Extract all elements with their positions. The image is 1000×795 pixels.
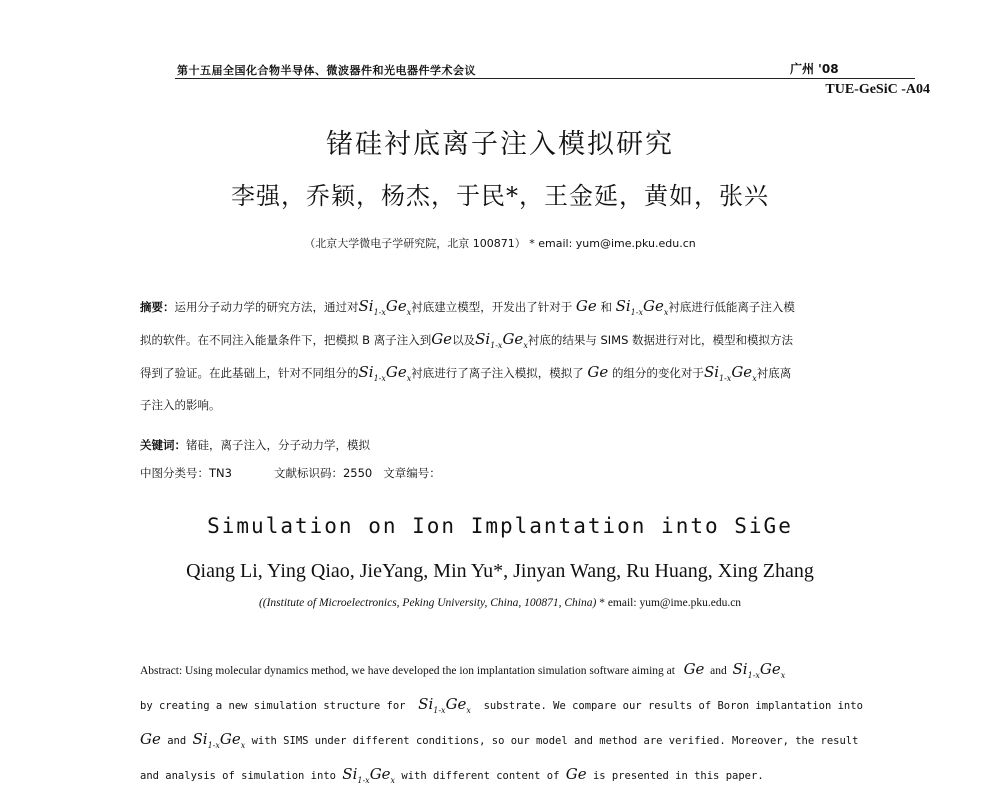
article-number: 文章编号： [383, 466, 441, 480]
formula-ge: Ge [431, 330, 453, 348]
document-code: 文献标识码：2550 [273, 466, 373, 480]
clc-number: 中图分类号：TN3 [140, 466, 232, 480]
formula-sige: $Si_{1-x}Ge_x$ [418, 695, 471, 715]
authors-english: Qiang Li, Ying Qiao, JieYang, Min Yu*, Jinyan Wang, Ru Huang, Xing Zhang [186, 560, 814, 582]
affiliation-chinese: （北京大学微电子学研究院，北京 100871） * email: yum@ime.pku.edu.cn [304, 237, 696, 250]
location-year: 广州 '08 [790, 62, 839, 76]
formula-sige: $Si_{1-x}Ge_x$ [192, 730, 246, 750]
keywords-chinese [140, 437, 370, 453]
abstract-label: 摘要： [140, 300, 175, 314]
formula-sige: $Si_{1-x}Ge_x$ [358, 363, 412, 383]
affiliation-email: * email: yum@ime.pku.edu.cn [596, 597, 742, 609]
keywords-label: 关键词： [140, 438, 186, 452]
formula-sige: $Si_{1-x}Ge_x$ [703, 363, 757, 383]
authors-chinese: 李强，乔颖，杨杰，于民*，王金延，黄如，张兴 [231, 182, 769, 210]
formula-sige: $Si_{1-x}Ge_x$ [358, 297, 412, 317]
paper-id: TUE-GeSiC -A04 [825, 82, 930, 97]
conference-header: 第十五届全国化合物半导体、微波器件和光电器件学术会议 [177, 64, 476, 77]
formula-sige: $Si_{1-x}Ge_x$ [342, 765, 396, 785]
formula-sige: $Si_{1-x}Ge_x$ [615, 297, 669, 317]
formula-ge: Ge [140, 730, 161, 748]
affiliation-institute: ((Institute of Microelectronics, Peking University, China, 100871, China) [258, 597, 597, 609]
formula-ge: Ge [683, 660, 705, 678]
classification-line [140, 465, 441, 481]
formula-sige: $Si_{1-x}Ge_x$ [732, 660, 786, 680]
title-chinese: 锗硅衬底离子注入模拟研究 [326, 129, 674, 160]
keywords-text: 锗硅，离子注入，分子动力学，模拟 [186, 438, 370, 452]
title-english: Simulation on Ion Implantation into SiGe [207, 514, 793, 538]
abstract-chinese: 摘要：运用分子动力学的研究方法，通过对$Si_{1-x}Ge_x$衬底建立模型，开发出了针对于 Ge 和 $Si_{1-x}Ge_x$衬底进行低能离子注入模 拟的软件。在不同注入能量条件下，把模拟 B 离子注入到Ge以及$Si_{1-x}Ge_x$衬底的结果与 SIMS 数据进行对比，模型和模拟方法 得到了验证。在此基础上，针对不同组分的$Si_{1-x}Ge_x$衬底进行了离子注入模拟，模拟了 Ge 的组分的变化对于$Si_{1-x}Ge_x$衬底离 子注入的影响。 [140, 297, 795, 412]
formula-ge: Ge [575, 297, 597, 315]
formula-ge: Ge [587, 363, 609, 381]
header-rule [175, 78, 915, 79]
abstract-english: Abstract: Using molecular dynamics method, we have developed the ion implantation simulation software aiming at Ge and $Si_{1-x}Ge_x$ by creating a new simulation structure for $Si_{1-x}Ge_x$ substrate. We compare our results of Boron implantation into Ge and $Si_{1-x}Ge_x$ with SIMS under different conditions, so our model and method are verified. Moreover, the result and analysis of simulation into $Si_{1-x}Ge_x$ with different content of Ge is presented in this paper. [140, 660, 863, 785]
formula-ge: Ge [565, 765, 587, 783]
affiliation-english [0, 597, 1000, 609]
formula-sige: $Si_{1-x}Ge_x$ [475, 330, 528, 350]
